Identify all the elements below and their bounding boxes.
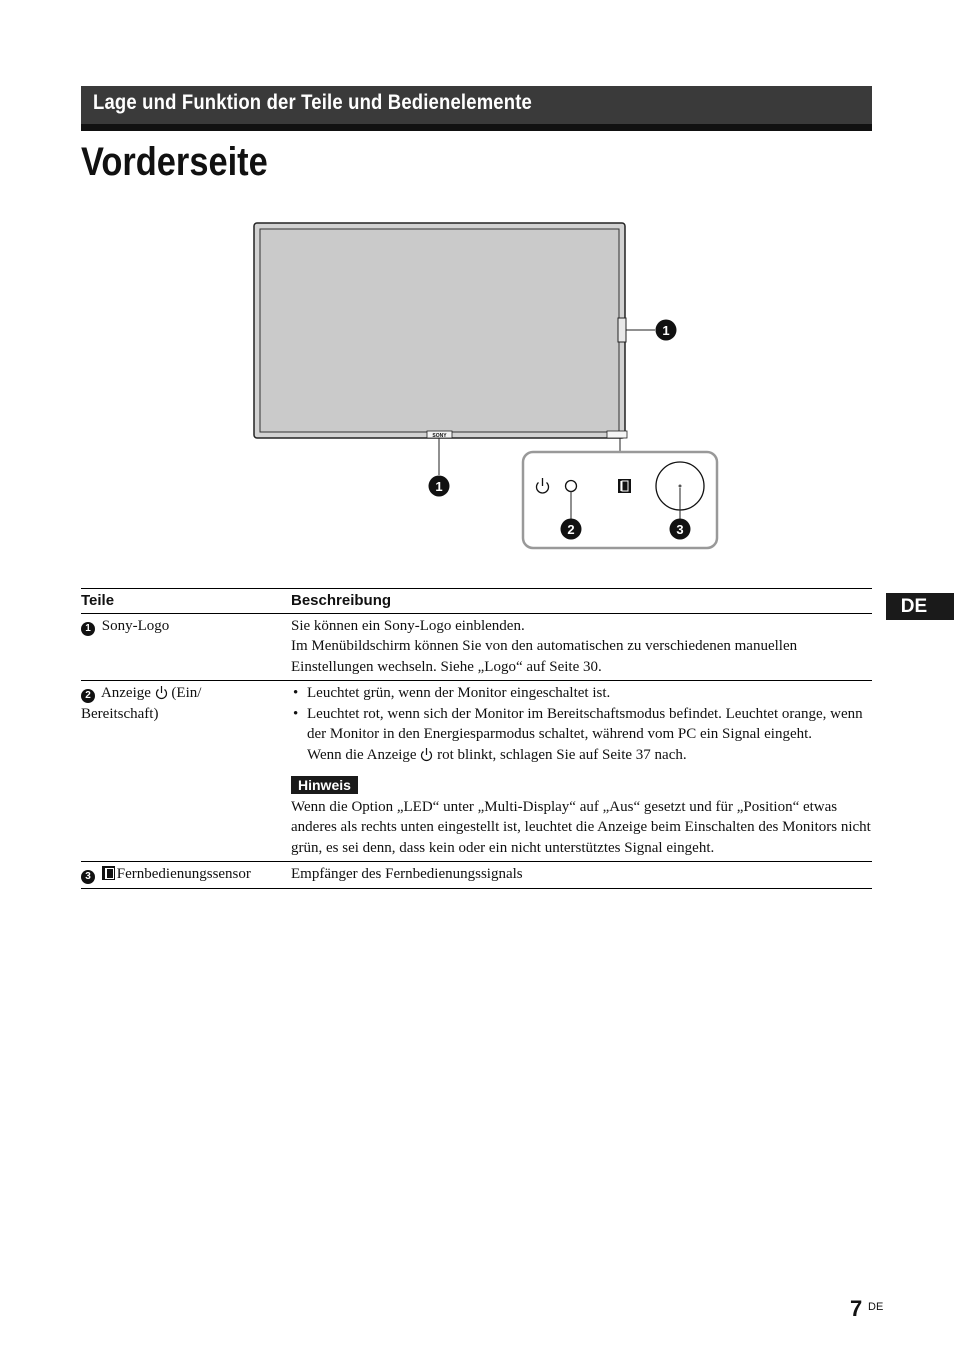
header-description: Beschreibung [291, 589, 872, 614]
list-item: • Leuchtet grün, wenn der Monitor eingeschaltet ist. [291, 683, 872, 704]
bullet-text-cont: Wenn die Anzeige [307, 746, 417, 763]
table-row [81, 862, 872, 889]
power-indicator-led [566, 481, 577, 492]
section-header-text: Lage und Funktion der Teile und Bedienelemente [93, 91, 533, 114]
part-label: Fernbedienungssensor [116, 866, 251, 882]
note-text: Wenn die Option „LED“ unter „Multi-Display“ auf „Aus“ gesetzt und für „Position“ etwas anderes als rechts unten eingestellt ist, leuchtet die Anzeige beim Einschalten des Monitors nicht grün, es sei denn, dass kein oder ein nicht unterstütztes Signal eingeht. [291, 798, 871, 856]
callout-1-bottom [429, 476, 450, 497]
table-header-row [81, 589, 872, 614]
part-cell [81, 681, 291, 862]
remote-sensor-icon [102, 866, 115, 880]
sensor-unit [607, 431, 627, 438]
sony-badge-text: SONY [432, 433, 447, 439]
description-cell: Empfänger des Fernbedienungssignals [291, 862, 872, 889]
description-cell [291, 681, 872, 862]
table-row [81, 613, 872, 681]
parts-table [81, 588, 872, 889]
power-icon [420, 747, 433, 762]
page-language: DE [868, 1301, 884, 1313]
part-label-continued: Bereitschaft) [81, 705, 159, 722]
number-badge: 3 [81, 870, 95, 884]
bullet-list [291, 683, 872, 765]
part-cell [81, 613, 291, 681]
description-cell [291, 613, 872, 681]
number-badge: 2 [81, 689, 95, 703]
page-number: 7 [850, 1296, 863, 1321]
description-line: Im Menübildschirm können Sie von den automatischen zu verschiedenen manuellen Einstellungen wechseln. Siehe „Logo“ auf Seite 30. [291, 638, 798, 675]
page-title: Vorderseite [81, 140, 268, 184]
side-logo-marker [618, 318, 626, 342]
callout-2 [561, 519, 582, 540]
svg-text:3: 3 [676, 522, 684, 537]
remote-sensor-dot [679, 485, 682, 488]
svg-text:1: 1 [662, 323, 670, 338]
remote-sensor-icon [618, 479, 631, 493]
bullet-text: Leuchtet rot, wenn sich der Monitor im Bereitschaftsmodus befindet. Leuchtet orange, wenn der Monitor in den Energiesparmodus schaltet, während vom PC ein Signal eingeht. [307, 705, 863, 742]
callout-3 [670, 519, 691, 540]
callout-1-side [656, 320, 677, 341]
svg-text:1: 1 [435, 479, 443, 494]
bullet-text-cont-end: rot blinkt, schlagen Sie auf Seite 37 nach. [437, 746, 687, 763]
number-badge: 1 [81, 622, 95, 636]
table-row [81, 681, 872, 862]
part-label: Anzeige [100, 685, 151, 701]
language-tab: DE [886, 593, 954, 620]
monitor-front-diagram [0, 0, 954, 580]
list-item [291, 704, 872, 766]
power-icon [155, 685, 168, 700]
description-line: Sie können ein Sony-Logo einblenden. [291, 617, 525, 634]
part-cell [81, 862, 291, 889]
note-badge: Hinweis [291, 776, 358, 794]
part-label: Sony-Logo [101, 617, 170, 634]
svg-text:2: 2 [567, 522, 575, 537]
header-parts: Teile [81, 589, 291, 614]
monitor-screen [260, 229, 619, 432]
part-label-suffix: (Ein/ [171, 685, 202, 701]
